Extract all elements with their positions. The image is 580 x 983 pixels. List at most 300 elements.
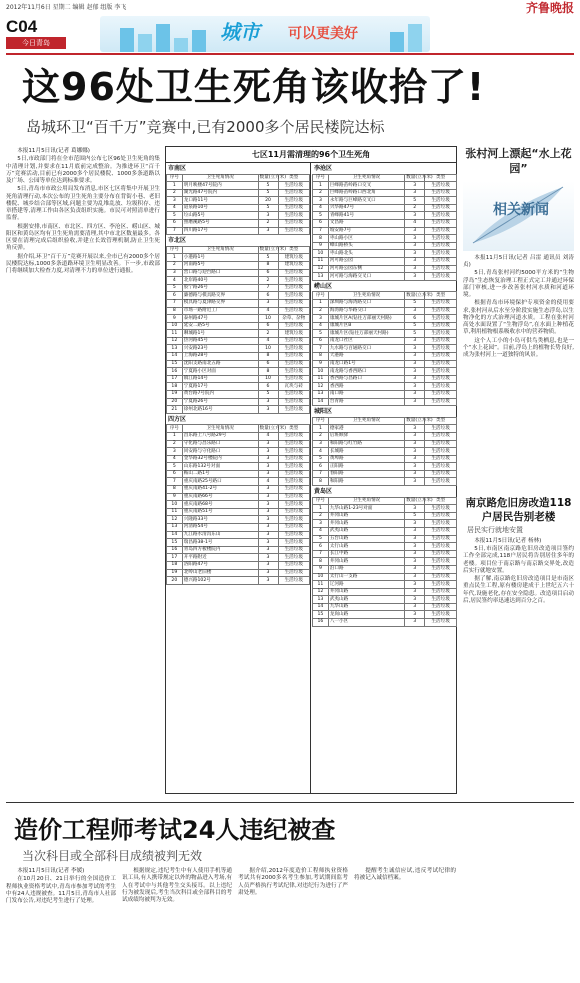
row-number: 12 [167, 516, 183, 524]
row-number: 19 [167, 569, 183, 577]
district-table [166, 174, 310, 236]
row-number: 6 [167, 292, 183, 300]
table-row [313, 353, 457, 361]
column-header: 序号 [313, 174, 329, 182]
location-cell: 康城片区(钻往万部丽天村路) [328, 330, 404, 338]
table-row [313, 299, 457, 307]
type-cell: 生活垃圾 [278, 508, 309, 516]
table-row [167, 212, 310, 220]
location-cell: 井冈山路 [328, 558, 404, 566]
type-cell: 生活垃圾 [425, 235, 457, 243]
row-number: 11 [167, 508, 183, 516]
volume-cell: 3 [405, 425, 425, 433]
bottom-article-col-3 [238, 868, 348, 978]
volume-cell: 3 [405, 588, 425, 596]
row-number: 7 [167, 478, 183, 486]
table-header-row [313, 174, 457, 182]
volume-cell: 8 [258, 353, 278, 361]
type-cell: 生活垃圾 [425, 345, 457, 353]
location-cell: 镇江路14号 [182, 375, 258, 383]
location-cell: 春阳路 [328, 470, 404, 478]
table-row [167, 292, 310, 300]
location-cell: 宁夏路17号 [182, 383, 258, 391]
location-cell: 武夷山路 [328, 596, 404, 604]
type-cell: 生活垃圾 [425, 596, 457, 604]
article-paragraph: 据了解,南京路危旧房改造项目是市南区重点民生工程,原有楼房建成于上世纪五六十年代,设施老化,存在安全隐患。改造项目启动后,居民签约率迅速达到百分之百。 [463, 576, 574, 604]
volume-cell: 3 [405, 543, 425, 551]
location-cell: 南龙路与香西路口 [328, 368, 404, 376]
article-byline: 本报11月5日讯(记者 李媛) [17, 868, 85, 874]
table-row [313, 307, 457, 315]
type-cell: 生活垃圾 [425, 212, 457, 220]
row-number: 1 [167, 182, 183, 190]
table-row [167, 254, 310, 262]
table-row [167, 516, 310, 524]
type-cell: 生活垃圾 [425, 440, 457, 448]
column-header: 数量(立方米) [406, 292, 433, 298]
row-number: 5 [313, 330, 329, 338]
table-row [167, 486, 310, 494]
type-cell: 生活垃圾 [425, 543, 457, 551]
table-column-left [166, 163, 311, 793]
volume-cell: 3 [405, 368, 425, 376]
table-row [313, 619, 457, 627]
row-number: 12 [313, 265, 329, 273]
volume-cell: 5 [258, 204, 278, 212]
row-number: 8 [167, 486, 183, 494]
row-number: 5 [313, 455, 329, 463]
row-number: 2 [313, 432, 329, 440]
table-row [167, 337, 310, 345]
table-row [167, 398, 310, 406]
district-name: 崂山区 [314, 282, 333, 290]
row-number: 18 [167, 383, 183, 391]
volume-cell: 10 [258, 375, 278, 383]
column-header: 序号 [167, 246, 183, 254]
table-row [167, 569, 310, 577]
type-cell: 生活垃圾 [425, 565, 457, 573]
article-paragraph: 据介绍,2012年度造价工程师执业资格考试共有2000多名考生参加,考试期间监考人员严格执行考试纪律,对违纪行为进行了严肃处理。 [238, 868, 348, 896]
table-row [313, 588, 457, 596]
sidebar-article-2 [463, 538, 574, 768]
type-cell: 生活垃圾 [278, 531, 309, 539]
type-cell: 生活垃圾 [425, 273, 457, 281]
volume-cell: 3 [405, 603, 425, 611]
table-row [167, 345, 310, 353]
row-number: 7 [313, 227, 329, 235]
location-cell: 文昌路 [328, 220, 404, 228]
row-number: 3 [313, 315, 329, 323]
type-cell: 生活垃圾 [425, 398, 457, 406]
type-cell: 生活垃圾 [278, 463, 309, 471]
table-row [167, 531, 310, 539]
type-cell: 生活垃圾 [425, 573, 457, 581]
table-row [167, 501, 310, 509]
related-news-label: 相关新闻 [493, 201, 549, 218]
volume-cell: 3 [405, 242, 425, 250]
volume-cell: 2 [258, 330, 278, 338]
type-cell: 生活垃圾 [425, 250, 457, 258]
location-cell: 洛阳路47号 [182, 562, 258, 570]
type-cell: 生活垃圾 [278, 554, 309, 562]
row-number: 6 [167, 220, 183, 228]
type-cell: 生活垃圾 [425, 315, 457, 323]
related-news-graphic [463, 181, 574, 251]
location-cell: 长江中路 [328, 550, 404, 558]
location-cell: 河可路与海路交叉口 [328, 273, 404, 281]
type-cell: 建筑垃圾 [278, 261, 309, 269]
volume-cell: 3 [258, 539, 278, 547]
location-cell: 重庆南路66号 [182, 493, 258, 501]
location-cell: 龙岗山路 [328, 611, 404, 619]
type-cell: 生活垃圾 [278, 212, 309, 220]
type-cell: 生活垃圾 [425, 368, 457, 376]
volume-cell: 3 [405, 353, 425, 361]
type-cell: 生活垃圾 [425, 322, 457, 330]
table-row [313, 596, 457, 604]
volume-cell: 8 [258, 368, 278, 376]
location-cell: 正阳路 [328, 463, 404, 471]
row-number: 21 [167, 406, 183, 414]
location-cell: 宁夏路小区对面 [182, 368, 258, 376]
location-cell: 德兴路102号 [182, 577, 258, 585]
volume-cell: 3 [258, 546, 278, 554]
row-number: 1 [313, 505, 329, 513]
row-number: 5 [167, 463, 183, 471]
type-cell: 生活垃圾 [278, 307, 309, 315]
table-row [313, 527, 457, 535]
column-header: 类型 [425, 497, 457, 505]
location-cell: 明月映楼47号院内 [182, 182, 258, 190]
column-header: 卫生死角情况 [182, 425, 258, 433]
row-number: 3 [313, 197, 329, 205]
table-row [167, 189, 310, 197]
column-header: 类型 [425, 417, 457, 425]
article-byline: 本报11月5日讯(记者 葛娜娜) [17, 148, 90, 154]
location-cell: 辽河路 [328, 581, 404, 589]
table-column-right [312, 163, 457, 793]
table-row [313, 345, 457, 353]
table-header-row [313, 497, 457, 505]
table-row [313, 470, 457, 478]
type-cell: 生活垃圾 [278, 569, 309, 577]
location-cell: 廉德路与模具路交界 [182, 292, 258, 300]
table-row [167, 554, 310, 562]
type-cell: 生活垃圾 [425, 550, 457, 558]
table-row [167, 524, 310, 532]
row-number: 15 [313, 611, 329, 619]
volume-cell: 3 [258, 486, 278, 494]
building-graphic [156, 24, 170, 52]
row-number: 4 [167, 204, 183, 212]
table-row [313, 368, 457, 376]
row-number: 7 [313, 470, 329, 478]
location-cell: 兴华路47号 [328, 204, 404, 212]
type-cell: 生活垃圾 [278, 269, 309, 277]
location-cell: 五台山路 [328, 535, 404, 543]
table-row [313, 550, 457, 558]
row-number: 5 [313, 212, 329, 220]
volume-cell: 3 [405, 565, 425, 573]
row-number: 1 [313, 182, 329, 190]
row-number: 16 [167, 546, 183, 554]
type-cell: 生活垃圾 [278, 524, 309, 532]
volume-cell: 3 [405, 337, 425, 345]
row-number: 13 [313, 273, 329, 281]
table-row [313, 265, 457, 273]
row-number: 8 [313, 235, 329, 243]
table-row [167, 360, 310, 368]
location-cell: 泰州路47号 [182, 315, 258, 323]
location-cell: 井冈山路 [328, 520, 404, 528]
table-row [313, 520, 457, 528]
type-cell: 生活垃圾 [425, 512, 457, 520]
location-cell: 模具路与夏津路交界 [182, 299, 258, 307]
table-row [313, 204, 457, 212]
volume-cell: 5 [405, 197, 425, 205]
type-cell: 生活垃圾 [425, 337, 457, 345]
row-number: 4 [167, 277, 183, 285]
column-header: 数量(立方米) [406, 174, 433, 180]
location-cell: 重庆南路41-2号 [182, 486, 258, 494]
volume-cell: 3 [405, 250, 425, 258]
location-cell: 德家港 [328, 425, 404, 433]
type-cell: 生活垃圾 [278, 406, 309, 414]
volume-cell: 8 [258, 261, 278, 269]
volume-cell: 3 [258, 455, 278, 463]
table-row [167, 577, 310, 585]
location-cell: 后班顾驿 [328, 432, 404, 440]
row-number: 4 [167, 455, 183, 463]
type-cell: 生活垃圾 [425, 619, 457, 627]
district-table [166, 246, 310, 414]
section-tag: 今日青岛 [6, 37, 66, 49]
row-number: 17 [167, 554, 183, 562]
type-cell: 生活垃圾 [278, 478, 309, 486]
volume-cell: 3 [405, 505, 425, 513]
row-number: 5 [313, 535, 329, 543]
type-cell: 生活垃圾 [278, 292, 309, 300]
volume-cell: 3 [258, 463, 278, 471]
main-headline: 这96处卫生死角该收拾了! [22, 65, 486, 109]
bottom-article-col-2 [122, 868, 232, 978]
article-paragraph: 提醒考生诚信应试,违反考试纪律的将被记入诚信档案。 [354, 868, 456, 882]
table-row [313, 478, 457, 486]
table-row [167, 353, 310, 361]
location-cell: 山东路132号对面 [182, 463, 258, 471]
table-row [167, 448, 310, 456]
volume-cell: 3 [405, 375, 425, 383]
volume-cell: 3 [258, 562, 278, 570]
volume-cell: 3 [405, 345, 425, 353]
table-row [313, 322, 457, 330]
type-cell: 生活垃圾 [425, 505, 457, 513]
type-cell: 生活垃圾 [278, 277, 309, 285]
row-number: 1 [313, 425, 329, 433]
column-header: 数量(立方米) [259, 247, 287, 253]
type-cell: 生活垃圾 [278, 353, 309, 361]
type-cell: 生活垃圾 [425, 520, 457, 528]
row-number: 4 [313, 448, 329, 456]
location-cell: 开平路附近 [182, 554, 258, 562]
volume-cell: 3 [405, 558, 425, 566]
volume-cell: 3 [405, 520, 425, 528]
table-row [313, 375, 457, 383]
type-cell: 生活垃圾 [278, 501, 309, 509]
volume-cell: 3 [258, 299, 278, 307]
table-row [167, 539, 310, 547]
type-cell: 生活垃圾 [425, 432, 457, 440]
row-number: 3 [313, 520, 329, 528]
district-table [312, 497, 457, 627]
type-cell: 生活垃圾 [425, 448, 457, 456]
type-cell: 生活垃圾 [425, 478, 457, 486]
table-row [167, 546, 310, 554]
type-cell: 生活垃圾 [425, 391, 457, 399]
location-cell: 垃山路5号 [182, 212, 258, 220]
location-cell: 胶宁路26号 [182, 284, 258, 292]
type-cell: 生活垃圾 [278, 432, 309, 440]
table-row [313, 425, 457, 433]
column-header: 类型 [425, 292, 457, 300]
row-number: 10 [167, 501, 183, 509]
location-cell: 徐州北路16号 [182, 406, 258, 414]
location-cell: 坡安路7号 [328, 227, 404, 235]
table-row [167, 220, 310, 228]
volume-cell: 3 [258, 440, 278, 448]
table-row [313, 432, 457, 440]
row-number: 8 [167, 307, 183, 315]
volume-cell: 7 [258, 284, 278, 292]
type-cell: 生活垃圾 [278, 360, 309, 368]
table-row [167, 508, 310, 516]
volume-cell: 3 [405, 258, 425, 266]
table-row [313, 391, 457, 399]
article-paragraph: 根据规定,违纪考生中有人使用手机等通讯工具,有人携带规定以外的物品进入考场,有人在考试中与其他考生交头接耳。以上违纪行为被发现后,考生当次科目或全部科目的考试成绩均被判为无效。 [122, 868, 232, 904]
column-header: 卫生死角情况 [182, 174, 258, 182]
type-cell: 生活垃圾 [278, 204, 309, 212]
column-header: 序号 [313, 417, 329, 425]
volume-cell: 6 [405, 315, 425, 323]
volume-cell: 3 [405, 535, 425, 543]
location-cell: 枣山路小区 [328, 235, 404, 243]
volume-cell: 5 [405, 512, 425, 520]
type-cell: 生活垃圾 [425, 307, 457, 315]
row-number: 4 [313, 527, 329, 535]
district-name: 四方区 [168, 415, 187, 423]
type-cell: 生活垃圾 [425, 360, 457, 368]
location-cell: 延安二路5号 [182, 322, 258, 330]
table-row [167, 197, 310, 205]
district-name: 市南区 [168, 165, 187, 172]
table-row [167, 227, 310, 235]
location-cell: 守化路与昌乐路口 [182, 440, 258, 448]
volume-cell: 5 [258, 189, 278, 197]
row-number: 2 [313, 307, 329, 315]
volume-cell: 3 [258, 406, 278, 414]
column-header: 类型 [278, 246, 309, 254]
table-row [313, 558, 457, 566]
row-number: 13 [167, 345, 183, 353]
row-number: 4 [313, 204, 329, 212]
location-cell: 九江路水清沟东山 [182, 531, 258, 539]
table-row [313, 197, 457, 205]
row-number: 2 [313, 189, 329, 197]
row-number: 12 [167, 337, 183, 345]
row-number: 6 [313, 337, 329, 345]
volume-cell: 3 [405, 619, 425, 627]
table-row [313, 258, 457, 266]
row-number: 5 [167, 212, 183, 220]
row-number: 3 [167, 269, 183, 277]
column-header: 卫生死角情况 [328, 292, 404, 300]
type-cell: 生活垃圾 [425, 204, 457, 212]
location-cell: 重庆南路51号 [182, 508, 258, 516]
type-cell: 生活垃圾 [278, 493, 309, 501]
cleanup-table-box [165, 146, 457, 794]
table-row [313, 440, 457, 448]
volume-cell: 3 [405, 265, 425, 273]
row-number: 11 [313, 375, 329, 383]
column-header: 卫生死角情况 [328, 497, 404, 505]
sidebar-article-1 [463, 255, 574, 490]
type-cell: 生活垃圾 [278, 227, 309, 235]
location-cell: 河可路公园 [328, 258, 404, 266]
table-row [313, 235, 457, 243]
row-number: 5 [167, 284, 183, 292]
table-row [313, 448, 457, 456]
volume-cell: 5 [405, 322, 425, 330]
location-cell: 九华山路 [328, 603, 404, 611]
table-row [313, 315, 457, 323]
row-number: 3 [313, 440, 329, 448]
row-number: 14 [313, 603, 329, 611]
location-cell: 上海路28号 [182, 353, 258, 361]
volume-cell: 10 [258, 345, 278, 353]
table-row [167, 440, 310, 448]
type-cell: 生活垃圾 [425, 470, 457, 478]
location-cell: 康城片区B [328, 322, 404, 330]
volume-cell: 3 [405, 470, 425, 478]
table-row [167, 375, 310, 383]
location-cell: 井冈山路 [328, 588, 404, 596]
type-cell: 生活垃圾 [278, 562, 309, 570]
column-header: 类型 [425, 174, 457, 182]
row-number: 7 [167, 227, 183, 235]
building-graphic [390, 32, 404, 52]
volume-cell: 6 [258, 322, 278, 330]
type-cell: 生活垃圾 [425, 227, 457, 235]
volume-cell: 3 [405, 360, 425, 368]
bottom-subheadline: 当次科目或全部科目成绩被判无效 [22, 849, 203, 863]
volume-cell: 6 [258, 269, 278, 277]
type-cell: 生活垃圾 [425, 463, 457, 471]
location-cell: 枣山路北头 [328, 250, 404, 258]
volume-cell: 3 [258, 398, 278, 406]
type-cell: 生活垃圾 [278, 455, 309, 463]
volume-cell: 3 [258, 577, 278, 585]
table-row [167, 383, 310, 391]
row-number: 7 [313, 345, 329, 353]
district-table [312, 291, 457, 406]
location-cell: 泊口路 [328, 565, 404, 573]
location-cell: 金华路32号楼院内 [182, 455, 258, 463]
type-cell: 生活垃圾 [278, 486, 309, 494]
row-number: 2 [313, 512, 329, 520]
location-cell: 台青路 [328, 398, 404, 406]
table-row [313, 360, 457, 368]
row-number: 2 [167, 261, 183, 269]
